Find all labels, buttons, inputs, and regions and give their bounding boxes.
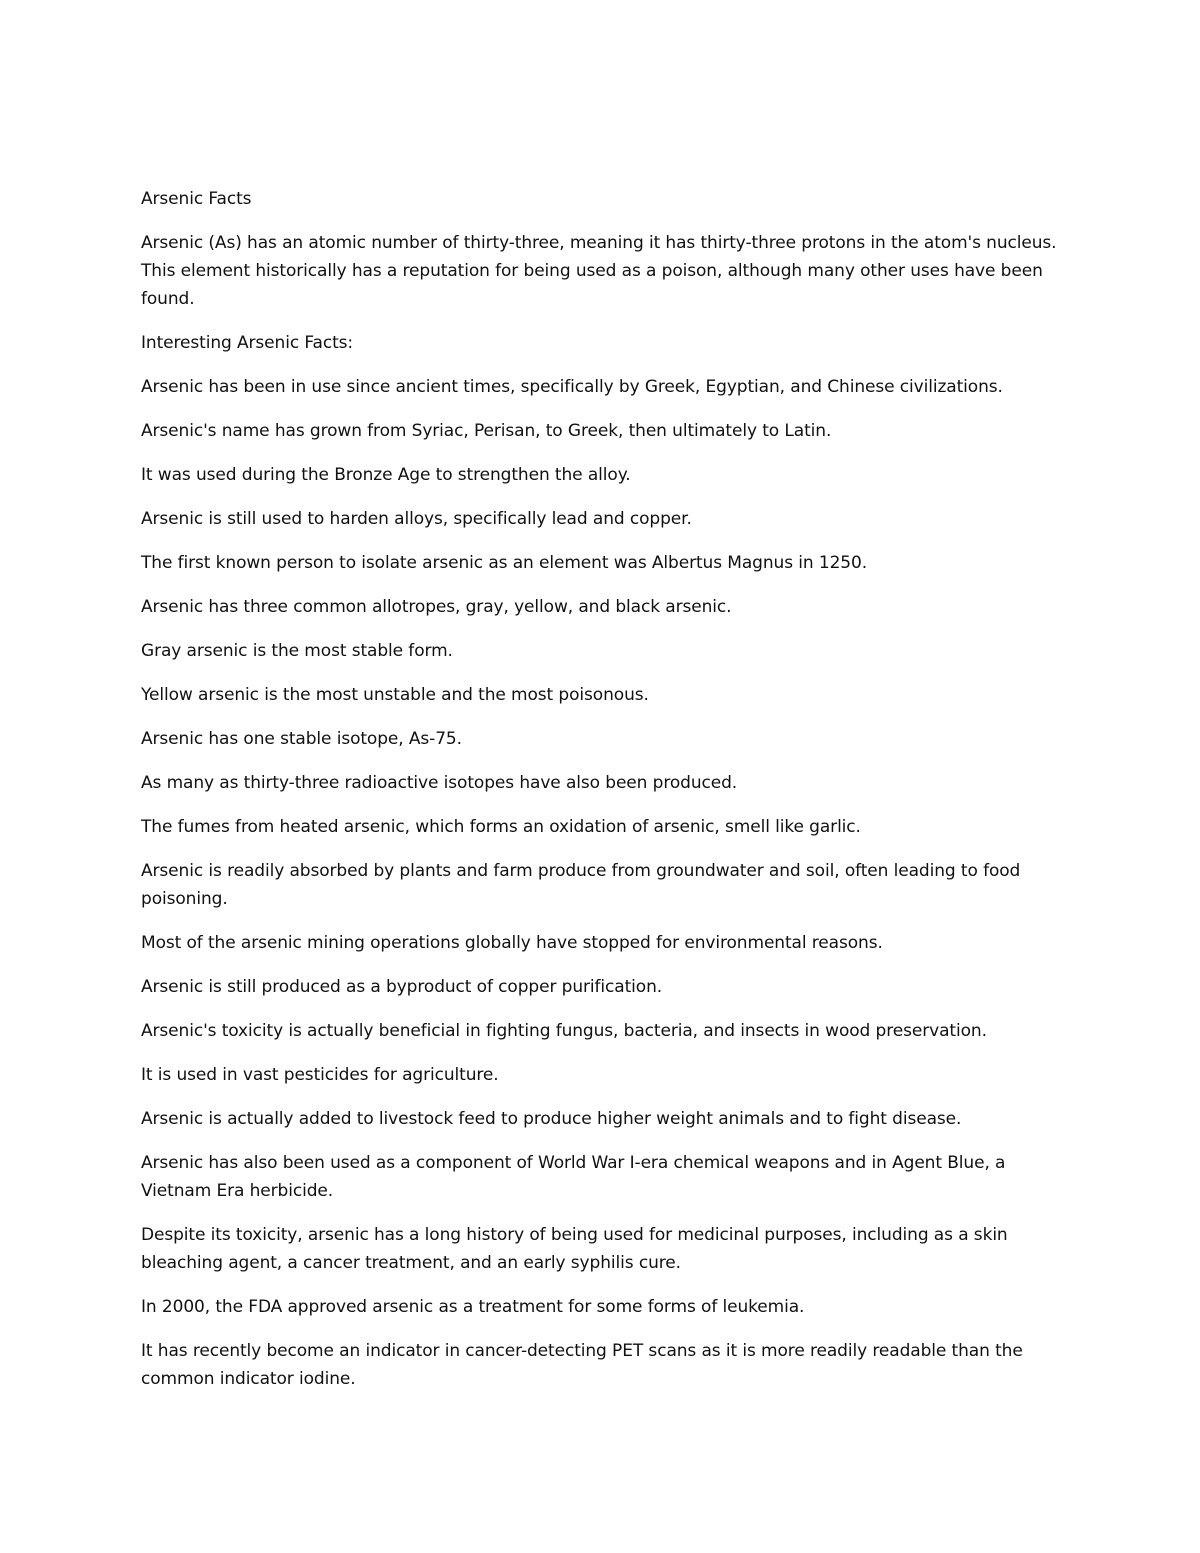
fact-paragraph: Arsenic is still produced as a byproduct of copper purification.: [141, 977, 663, 997]
fact-paragraph: As many as thirty-three radioactive isotopes have also been produced.: [141, 773, 738, 793]
fact-paragraph: Arsenic has been in use since ancient times, specifically by Greek, Egyptian, and Chinese civilizations.: [141, 377, 1003, 397]
fact-paragraph: The first known person to isolate arsenic as an element was Albertus Magnus in 1250.: [141, 553, 868, 573]
fact-paragraph: In 2000, the FDA approved arsenic as a treatment for some forms of leukemia.: [141, 1297, 805, 1317]
fact-paragraph: It has recently become an indicator in cancer-detecting PET scans as it is more readily readable than the common indicator iodine.: [141, 1341, 1023, 1389]
document-title: Arsenic Facts: [141, 189, 252, 209]
fact-paragraph: Gray arsenic is the most stable form.: [141, 641, 453, 661]
intro-paragraph: Arsenic (As) has an atomic number of thirty-three, meaning it has thirty-three protons in the atom's nucleus. This element historically has a reputation for being used as a poison, although many other uses have been found.: [141, 233, 1057, 309]
fact-paragraph: Arsenic's toxicity is actually beneficial in fighting fungus, bacteria, and insects in wood preservation.: [141, 1021, 987, 1041]
fact-paragraph: Arsenic has also been used as a component of World War I-era chemical weapons and in Agent Blue, a Vietnam Era herbicide.: [141, 1153, 1006, 1201]
fact-paragraph: Arsenic has one stable isotope, As-75.: [141, 729, 462, 749]
fact-paragraph: Despite its toxicity, arsenic has a long history of being used for medicinal purposes, including as a skin bleaching agent, a cancer treatment, and an early syphilis cure.: [141, 1225, 1008, 1273]
fact-paragraph: Yellow arsenic is the most unstable and the most poisonous.: [141, 685, 649, 705]
fact-paragraph: Arsenic is actually added to livestock feed to produce higher weight animals and to fight disease.: [141, 1109, 962, 1129]
fact-paragraph: Arsenic has three common allotropes, gray, yellow, and black arsenic.: [141, 597, 732, 617]
fact-paragraph: Arsenic's name has grown from Syriac, Perisan, to Greek, then ultimately to Latin.: [141, 421, 832, 441]
facts-subheading: Interesting Arsenic Facts:: [141, 333, 354, 353]
fact-paragraph: The fumes from heated arsenic, which forms an oxidation of arsenic, smell like garlic.: [141, 817, 861, 837]
fact-paragraph: Most of the arsenic mining operations globally have stopped for environmental reasons.: [141, 933, 883, 953]
fact-paragraph: It was used during the Bronze Age to strengthen the alloy.: [141, 465, 631, 485]
document-body: [141, 185, 1061, 1409]
fact-paragraph: Arsenic is readily absorbed by plants and farm produce from groundwater and soil, often leading to food poisoning.: [141, 861, 1021, 909]
fact-paragraph: Arsenic is still used to harden alloys, specifically lead and copper.: [141, 509, 692, 529]
fact-paragraph: It is used in vast pesticides for agriculture.: [141, 1065, 499, 1085]
